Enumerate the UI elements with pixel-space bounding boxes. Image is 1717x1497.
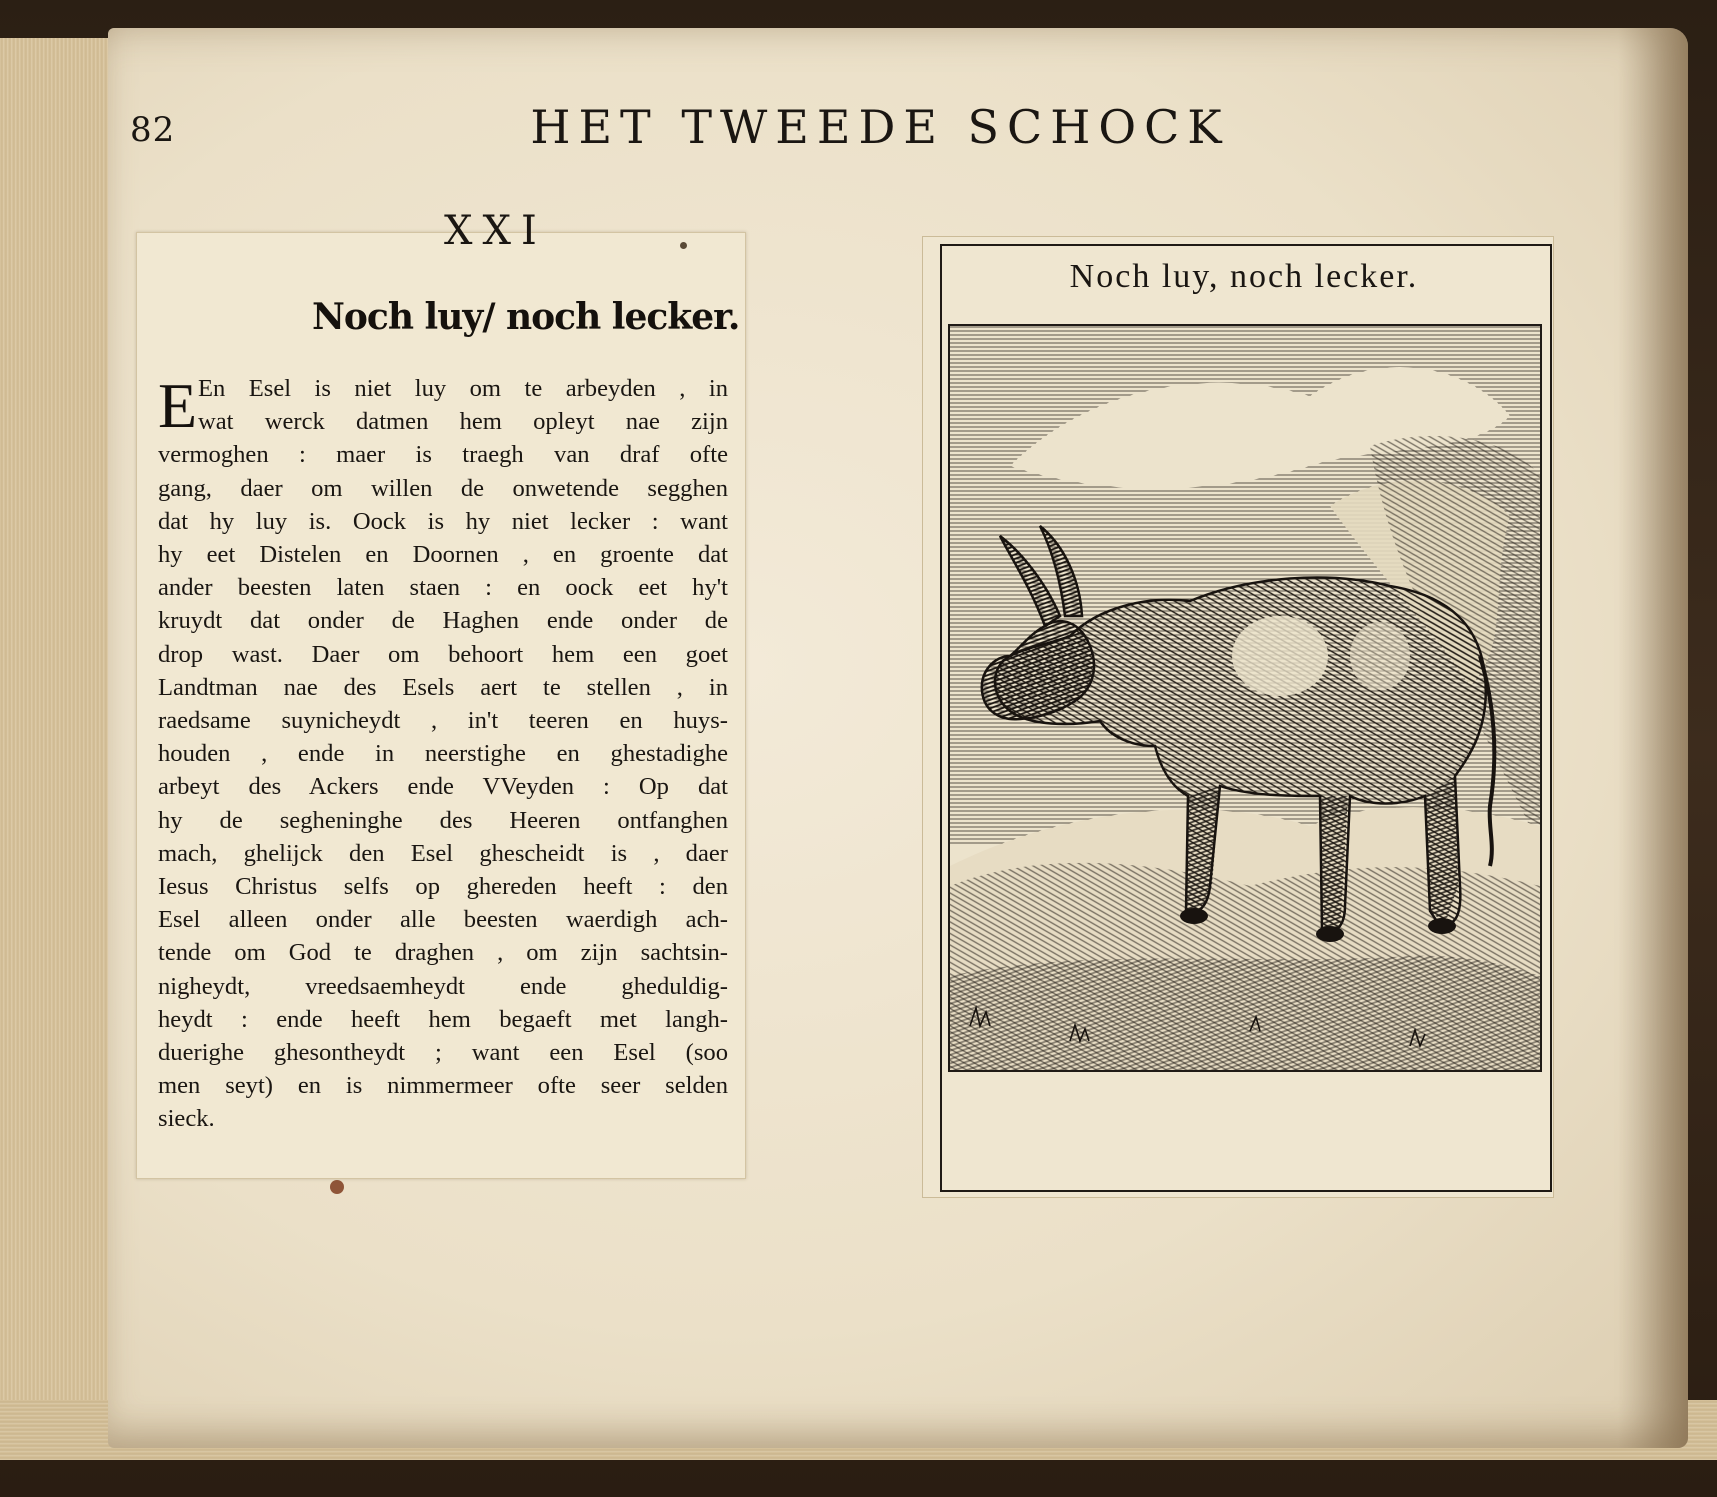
plate-caption: Noch luy, noch lecker. (1069, 258, 1419, 295)
text-line: heydt : ende heeft hem begaeft met langh- (158, 1005, 728, 1033)
text-line: vermoghen : maer is traegh van draf ofte (158, 441, 728, 469)
body-text (158, 372, 728, 1136)
text-line: Iesus Christus selfs op ghereden heeft : den (158, 873, 728, 901)
text-line: hy eet Distelen en Doornen , en groente dat (158, 541, 728, 569)
donkey-illustration (950, 326, 1540, 1070)
drop-cap: E (158, 370, 198, 441)
text-line: mach, ghelijck den Esel ghescheidt is , daer (158, 839, 728, 867)
gutter-shadow (1618, 28, 1688, 1448)
ink-spot (330, 1180, 344, 1194)
speck (680, 242, 687, 249)
page-number: 82 (130, 110, 176, 150)
text-line: wat werck datmen hem opleyt nae zijn (198, 408, 728, 436)
text-line: nigheydt, vreedsaemheydt ende gheduldig- (158, 972, 728, 1000)
text-line: duerighe ghesontheydt ; want een Esel (soo (158, 1039, 728, 1067)
chapter-number: XXI (444, 208, 547, 254)
text-line: drop wast. Daer om behoort hem een goet (158, 640, 728, 668)
text-line: Esel alleen onder alle beesten waerdigh ach- (158, 906, 728, 934)
donkey-engraving (948, 324, 1542, 1072)
text-line: raedsame suynicheydt , in't teeren en huys- (158, 707, 728, 735)
text-line: sieck. (158, 1105, 215, 1133)
text-line: ander beesten laten staen : en oock eet hy't (158, 574, 728, 602)
chapter-title: Noch luy/ noch lecker. (312, 296, 740, 338)
text-line: En Esel is niet luy om te arbeyden , in (198, 375, 728, 402)
text-line: dat hy luy is. Oock is hy niet lecker : want (158, 507, 728, 535)
page-block-edge (0, 38, 122, 1438)
text-line: hy de segheninghe des Heeren ontfanghen (158, 806, 728, 834)
text-line: tende om God te draghen , om zijn sachtsin- (158, 939, 728, 967)
text-line: gang, daer om willen de onwetende segghen (158, 474, 728, 502)
text-line: men seyt) en is nimmermeer ofte seer selden (158, 1072, 728, 1100)
text-line: kruydt dat onder de Haghen ende onder de (158, 607, 728, 635)
text-line: arbeyt des Ackers ende VVeyden : Op dat (158, 773, 728, 801)
text-line: houden , ende in neerstighe en ghestadighe (158, 740, 728, 768)
text-line: Landtman nae des Esels aert te stellen , in (158, 673, 728, 701)
running-head: HET TWEEDE SCHOCK (530, 100, 1230, 154)
